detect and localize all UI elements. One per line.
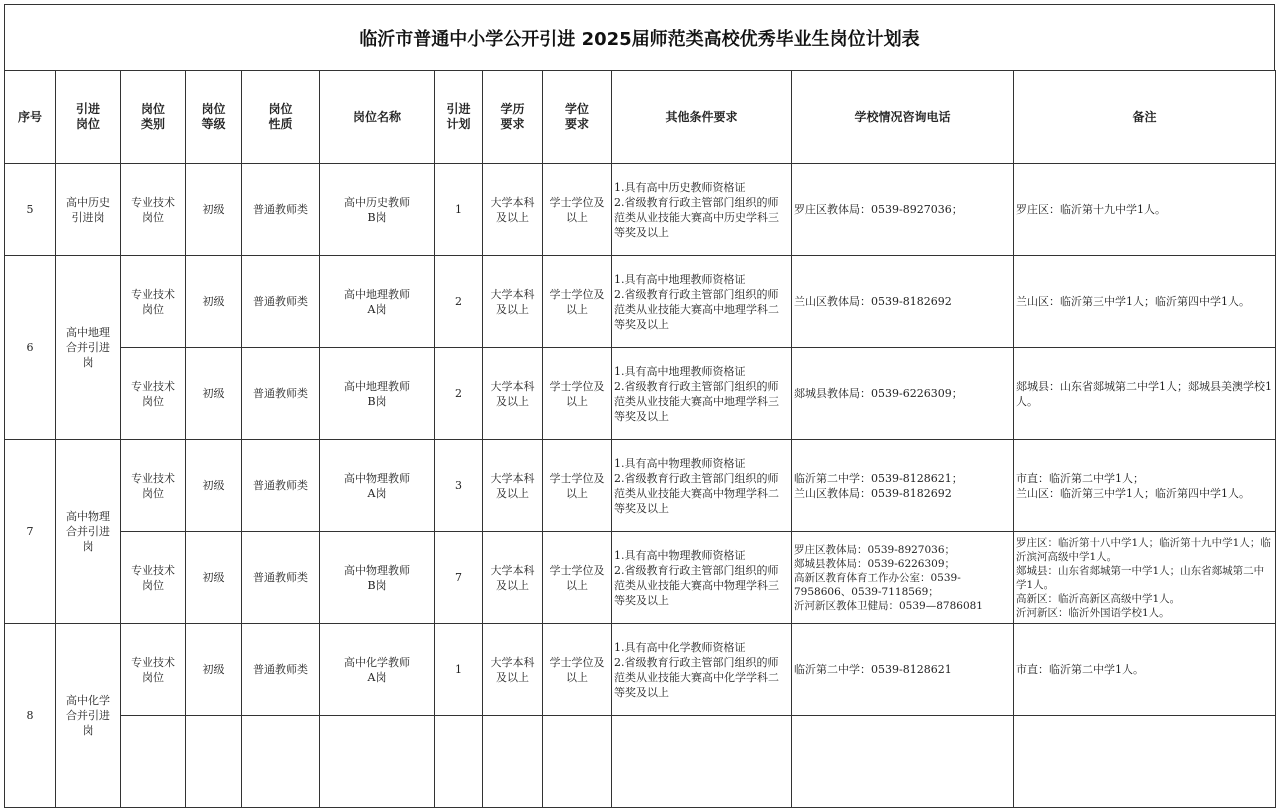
header-cell: 引进 岗位 [56, 71, 121, 164]
table-row [5, 348, 1276, 440]
table-cell [792, 716, 1014, 808]
intro-post: 高中物理 合并引进 岗 [56, 440, 121, 624]
other-requirements: 1.具有高中地理教师资格证 2.省级教育行政主管部门组织的师范类从业技能大赛高中地理学科二等奖及以上 [612, 256, 792, 348]
education-req: 大学本科 及以上 [483, 624, 543, 716]
table-cell [1014, 716, 1276, 808]
serial-number: 8 [5, 624, 56, 808]
degree-req: 学士学位及 以上 [543, 624, 612, 716]
table-cell [320, 716, 435, 808]
other-requirements: 1.具有高中历史教师资格证 2.省级教育行政主管部门组织的师范类从业技能大赛高中历史学科三等奖及以上 [612, 164, 792, 256]
education-req: 大学本科 及以上 [483, 164, 543, 256]
intro-post: 高中地理 合并引进 岗 [56, 256, 121, 440]
post-category: 专业技术 岗位 [121, 164, 186, 256]
intro-plan: 1 [435, 164, 483, 256]
contact-phone: 郯城县教体局：0539-6226309； [792, 348, 1014, 440]
header-cell: 其他条件要求 [612, 71, 792, 164]
post-category: 专业技术 岗位 [121, 532, 186, 624]
table-cell [612, 716, 792, 808]
post-plan-table [4, 70, 1276, 808]
remark: 市直：临沂第二中学1人； 兰山区：临沂第三中学1人；临沂第四中学1人。 [1014, 440, 1276, 532]
post-category: 专业技术 岗位 [121, 624, 186, 716]
other-requirements: 1.具有高中化学教师资格证 2.省级教育行政主管部门组织的师范类从业技能大赛高中化学学科二等奖及以上 [612, 624, 792, 716]
header-cell: 岗位 性质 [242, 71, 320, 164]
degree-req: 学士学位及 以上 [543, 164, 612, 256]
header-cell: 岗位 等级 [186, 71, 242, 164]
post-nature: 普通教师类 [242, 440, 320, 532]
intro-plan: 2 [435, 348, 483, 440]
other-requirements: 1.具有高中地理教师资格证 2.省级教育行政主管部门组织的师范类从业技能大赛高中地理学科三等奖及以上 [612, 348, 792, 440]
remark: 郯城县：山东省郯城第二中学1人；郯城县美澳学校1人。 [1014, 348, 1276, 440]
post-name: 高中地理教师 A岗 [320, 256, 435, 348]
post-category: 专业技术 岗位 [121, 440, 186, 532]
education-req: 大学本科 及以上 [483, 256, 543, 348]
table-cell [242, 716, 320, 808]
contact-phone: 兰山区教体局：0539-8182692 [792, 256, 1014, 348]
contact-phone: 临沂第二中学：0539-8128621 [792, 624, 1014, 716]
table-cell [483, 716, 543, 808]
header-cell: 岗位 类别 [121, 71, 186, 164]
remark: 市直：临沂第二中学1人。 [1014, 624, 1276, 716]
table-cell [435, 716, 483, 808]
post-name: 高中地理教师 B岗 [320, 348, 435, 440]
intro-plan: 1 [435, 624, 483, 716]
table-row [5, 532, 1276, 624]
other-requirements: 1.具有高中物理教师资格证 2.省级教育行政主管部门组织的师范类从业技能大赛高中物理学科二等奖及以上 [612, 440, 792, 532]
remark: 罗庄区：临沂第十九中学1人。 [1014, 164, 1276, 256]
remark: 兰山区：临沂第三中学1人；临沂第四中学1人。 [1014, 256, 1276, 348]
header-cell: 岗位名称 [320, 71, 435, 164]
post-level: 初级 [186, 532, 242, 624]
degree-req: 学士学位及 以上 [543, 256, 612, 348]
intro-plan: 7 [435, 532, 483, 624]
post-nature: 普通教师类 [242, 164, 320, 256]
header-cell: 引进 计划 [435, 71, 483, 164]
post-nature: 普通教师类 [242, 624, 320, 716]
post-name: 高中物理教师 A岗 [320, 440, 435, 532]
header-cell: 学历 要求 [483, 71, 543, 164]
education-req: 大学本科 及以上 [483, 440, 543, 532]
intro-post: 高中化学 合并引进 岗 [56, 624, 121, 808]
page-title: 临沂市普通中小学公开引进 2025届师范类高校优秀毕业生岗位计划表 [4, 4, 1275, 70]
education-req: 大学本科 及以上 [483, 348, 543, 440]
intro-plan: 2 [435, 256, 483, 348]
degree-req: 学士学位及 以上 [543, 532, 612, 624]
contact-phone: 罗庄区教体局：0539-8927036； [792, 164, 1014, 256]
table-row [5, 164, 1276, 256]
header-cell: 学位 要求 [543, 71, 612, 164]
degree-req: 学士学位及 以上 [543, 440, 612, 532]
table-cell [186, 716, 242, 808]
post-name: 高中化学教师 A岗 [320, 624, 435, 716]
remark: 罗庄区：临沂第十八中学1人；临沂第十九中学1人；临沂滨河高级中学1人。 郯城县：山东省郯城第一中学1人；山东省郯城第二中学1人。 高新区：临沂高新区高级中学1人。 沂河新区：临沂外国语学校1人。 [1014, 532, 1276, 624]
post-nature: 普通教师类 [242, 256, 320, 348]
post-category: 专业技术 岗位 [121, 348, 186, 440]
post-level: 初级 [186, 440, 242, 532]
post-level: 初级 [186, 164, 242, 256]
table-row [5, 624, 1276, 716]
post-name: 高中历史教师 B岗 [320, 164, 435, 256]
degree-req: 学士学位及 以上 [543, 348, 612, 440]
contact-phone: 罗庄区教体局：0539-8927036； 郯城县教体局：0539-6226309； 高新区教育体育工作办公室：0539-7958606、0539-7118569； 沂河新区教体卫健局：0539—8786081 [792, 532, 1014, 624]
table-row [5, 440, 1276, 532]
intro-plan: 3 [435, 440, 483, 532]
post-name: 高中物理教师 B岗 [320, 532, 435, 624]
education-req: 大学本科 及以上 [483, 532, 543, 624]
post-nature: 普通教师类 [242, 348, 320, 440]
header-cell: 序号 [5, 71, 56, 164]
post-category: 专业技术 岗位 [121, 256, 186, 348]
table-cell [543, 716, 612, 808]
post-level: 初级 [186, 624, 242, 716]
serial-number: 7 [5, 440, 56, 624]
table-row [5, 256, 1276, 348]
contact-phone: 临沂第二中学：0539-8128621； 兰山区教体局：0539-8182692 [792, 440, 1014, 532]
post-level: 初级 [186, 348, 242, 440]
serial-number: 6 [5, 256, 56, 440]
serial-number: 5 [5, 164, 56, 256]
table-row [5, 716, 1276, 808]
intro-post: 高中历史 引进岗 [56, 164, 121, 256]
post-level: 初级 [186, 256, 242, 348]
table-cell [121, 716, 186, 808]
header-row [5, 71, 1276, 164]
header-cell: 学校情况咨询电话 [792, 71, 1014, 164]
other-requirements: 1.具有高中物理教师资格证 2.省级教育行政主管部门组织的师范类从业技能大赛高中物理学科三等奖及以上 [612, 532, 792, 624]
header-cell: 备注 [1014, 71, 1276, 164]
post-nature: 普通教师类 [242, 532, 320, 624]
